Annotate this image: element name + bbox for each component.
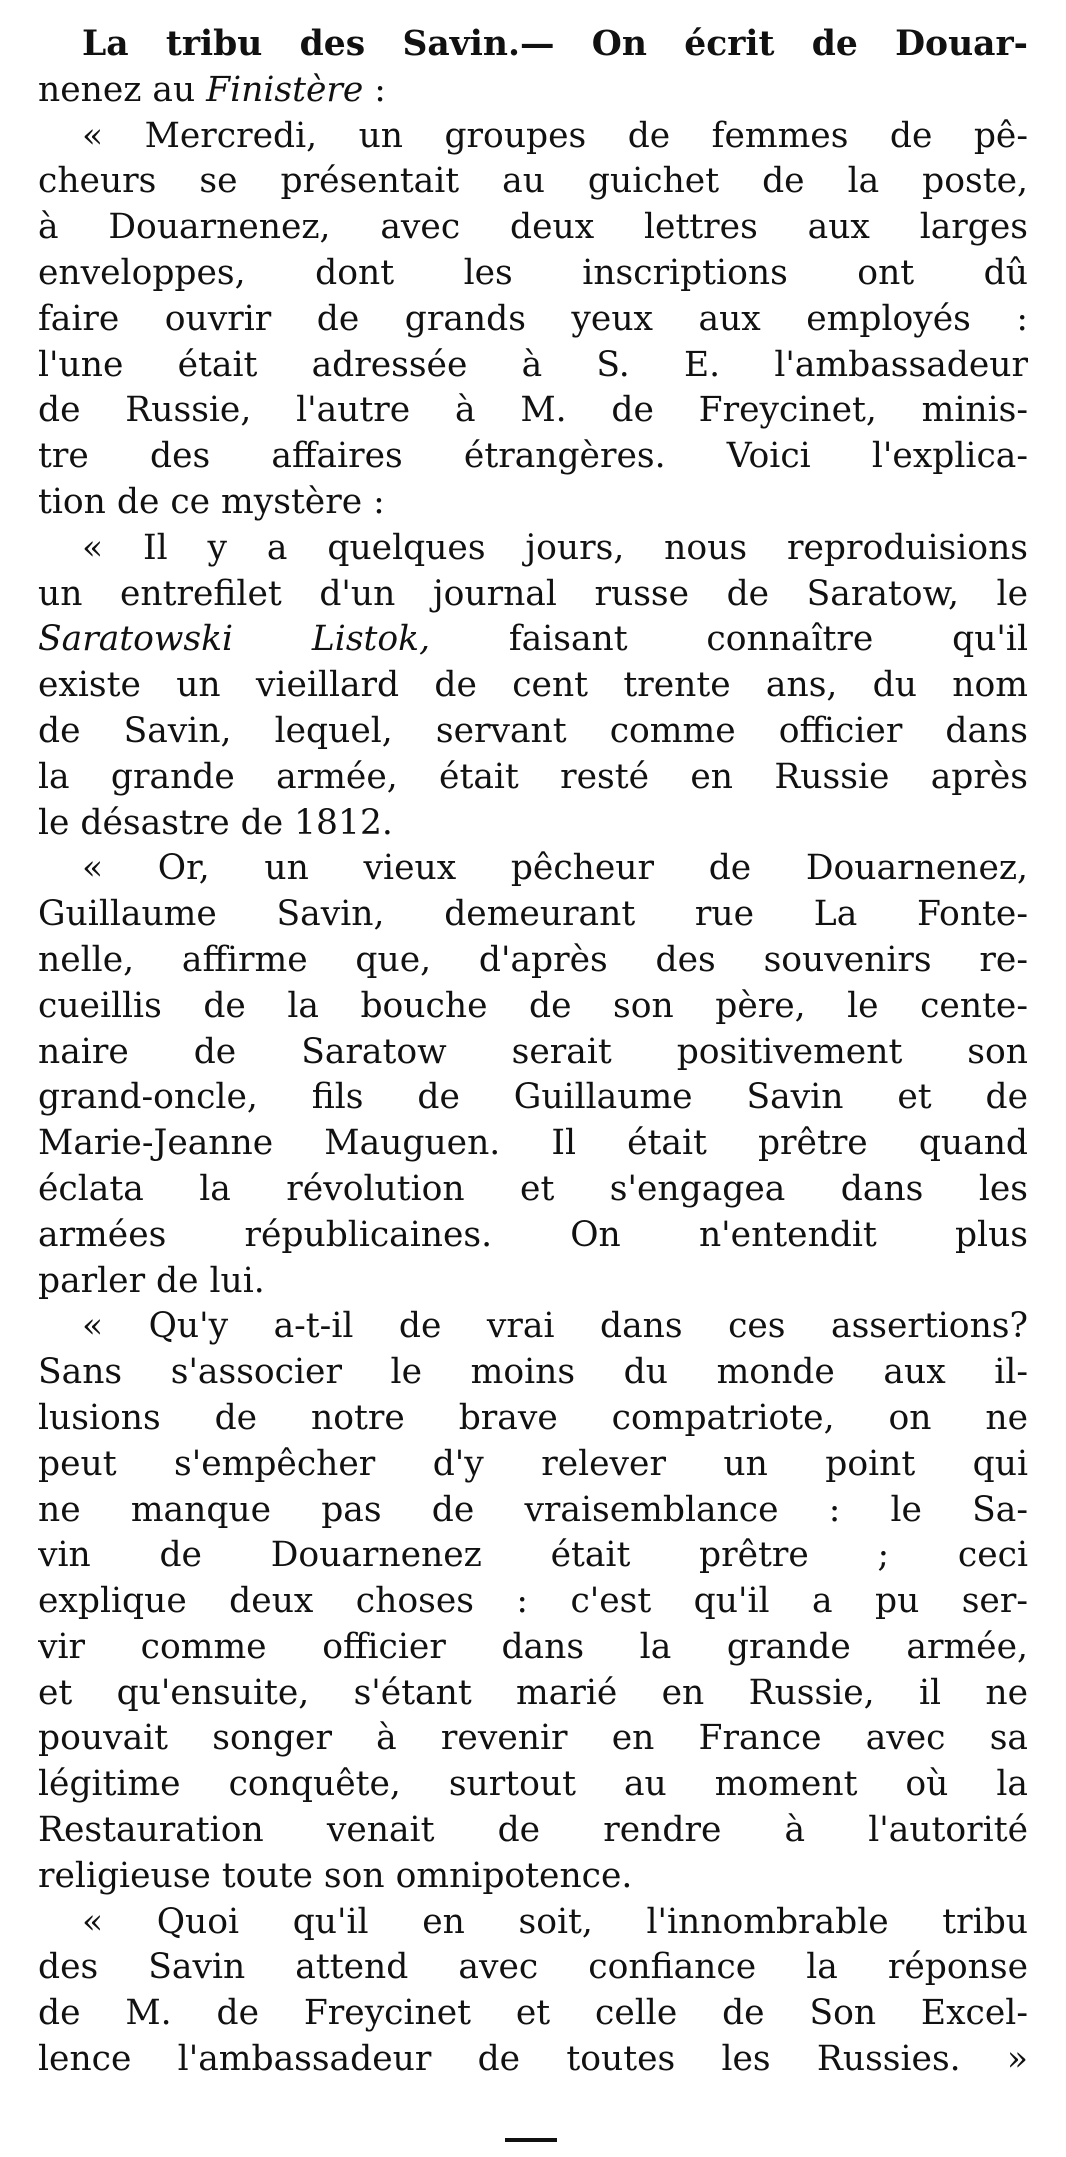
line-text: grand-oncle, fils de Guillaume Savin et de [38, 1077, 1028, 1118]
article-line [38, 755, 1028, 801]
line-text: Marie-Jeanne Mauguen. Il était prêtre quand [38, 1123, 1028, 1164]
article-line [38, 1808, 1028, 1854]
line-text: faire ouvrir de grands yeux aux employés : [38, 298, 1028, 339]
line-text: existe un vieillard de cent trente ans, du nom [38, 665, 1028, 706]
line-text: légitime conquête, surtout au moment où la [38, 1764, 1028, 1805]
line-text: pouvait songer à revenir en France avec sa [38, 1718, 1028, 1759]
article-line [38, 251, 1028, 297]
line-text: lence l'ambassadeur de toutes les Russies. » [38, 2039, 1028, 2080]
line-text: peut s'empêcher d'y relever un point qui [38, 1443, 1028, 1484]
separator-rule [505, 2138, 557, 2142]
line-text: Sans s'associer le moins du monde aux il- [38, 1352, 1028, 1393]
line-text: religieuse toute son omnipotence. [38, 1855, 633, 1896]
article-line [38, 1579, 1028, 1625]
line-text: « Quoi qu'il en soit, l'innombrable tribu [82, 1901, 1028, 1942]
article-line [38, 526, 1028, 572]
line-text: Guillaume Savin, demeurant rue La Fonte- [38, 894, 1028, 935]
article-line [38, 1533, 1028, 1579]
article-line [38, 938, 1028, 984]
line-text: Restauration venait de rendre à l'autorité [38, 1810, 1028, 1851]
article-line [38, 1900, 1028, 1946]
article-line [38, 1304, 1028, 1350]
article-line [38, 1213, 1028, 1259]
italic-text: Finistère [206, 69, 364, 110]
line-text: de M. de Freycinet et celle de Son Excel- [38, 1993, 1028, 2034]
article-line [38, 1030, 1028, 1076]
article-line [38, 2037, 1028, 2083]
line-text: tion de ce mystère : [38, 481, 385, 522]
line-text: « Qu'y a-t-il de vrai dans ces assertions? [82, 1306, 1028, 1347]
line-text: vin de Douarnenez était prêtre ; ceci [38, 1535, 1028, 1576]
article-line [38, 1762, 1028, 1808]
line-text: cheurs se présentait au guichet de la poste, [38, 161, 1028, 202]
article-line [38, 1350, 1028, 1396]
article-line [38, 114, 1028, 160]
line-text: tre des affaires étrangères. Voici l'explica- [38, 436, 1028, 477]
line-text: et qu'ensuite, s'étant marié en Russie, il ne [38, 1672, 1028, 1713]
italic-text: Saratowski Listok, [38, 619, 431, 660]
line-text: lusions de notre brave compatriote, on ne [38, 1397, 1028, 1438]
article-line [38, 205, 1028, 251]
article-line [38, 984, 1028, 1030]
article-line [38, 1167, 1028, 1213]
article-line [38, 159, 1028, 205]
article-line [38, 1945, 1028, 1991]
line-text: de Savin, lequel, servant comme officier dans [38, 710, 1028, 751]
article-line [38, 434, 1028, 480]
line-text: ne manque pas de vraisemblance : le Sa- [38, 1489, 1028, 1530]
line-text: vir comme officier dans la grande armée, [38, 1626, 1028, 1667]
line-text: éclata la révolution et s'engagea dans les [38, 1168, 1028, 1209]
article-line [38, 1671, 1028, 1717]
article-line [38, 892, 1028, 938]
line-text: la grande armée, était resté en Russie après [38, 756, 1028, 797]
article-line [38, 572, 1028, 618]
line-text: de Russie, l'autre à M. de Freycinet, minis- [38, 390, 1028, 431]
line-text: explique deux choses : c'est qu'il a pu ser- [38, 1581, 1028, 1622]
article-line [38, 1625, 1028, 1671]
line-text: armées républicaines. On n'entendit plus [38, 1214, 1028, 1255]
article-line [38, 617, 1028, 663]
article-line [38, 1442, 1028, 1488]
line-text: le désastre de 1812. [38, 802, 393, 843]
article-column [38, 22, 1028, 2083]
line-text: nenez au [38, 69, 207, 110]
line-text: : [363, 69, 386, 110]
article-line [38, 1259, 1028, 1305]
line-text: enveloppes, dont les inscriptions ont dû [38, 252, 1028, 293]
article-line [38, 1854, 1028, 1900]
line-text: « Il y a quelques jours, nous reproduisions [82, 527, 1028, 568]
article-line [38, 709, 1028, 755]
line-text: un entrefilet d'un journal russe de Saratow, le [38, 573, 1028, 614]
headline-text: La tribu des Savin.— On écrit de Douar- [82, 24, 1028, 64]
line-text: des Savin attend avec confiance la réponse [38, 1947, 1028, 1988]
article-line [38, 801, 1028, 847]
line-text: l'une était adressée à S. E. l'ambassadeur [38, 344, 1028, 385]
article-line [38, 846, 1028, 892]
line-text: cueillis de la bouche de son père, le cente- [38, 985, 1028, 1026]
article-line [38, 388, 1028, 434]
article-line [38, 1075, 1028, 1121]
article-line [38, 1121, 1028, 1167]
article-line [38, 1716, 1028, 1762]
line-text: parler de lui. [38, 1260, 265, 1301]
line-text: « Mercredi, un groupes de femmes de pê- [82, 115, 1028, 156]
article-line [38, 480, 1028, 526]
line-text: « Or, un vieux pêcheur de Douarnenez, [82, 848, 1028, 889]
article-line [38, 1488, 1028, 1534]
article-line [38, 343, 1028, 389]
article-line [38, 297, 1028, 343]
article-line [38, 1396, 1028, 1442]
line-text: à Douarnenez, avec deux lettres aux larges [38, 207, 1028, 248]
article-line [38, 1991, 1028, 2037]
line-text: naire de Saratow serait positivement son [38, 1031, 1028, 1072]
headline-line [38, 22, 1028, 68]
line-text: faisant connaître qu'il [430, 619, 1028, 660]
line-text: nelle, affirme que, d'après des souvenirs re- [38, 939, 1028, 980]
article-line [38, 68, 1028, 114]
article-line [38, 663, 1028, 709]
